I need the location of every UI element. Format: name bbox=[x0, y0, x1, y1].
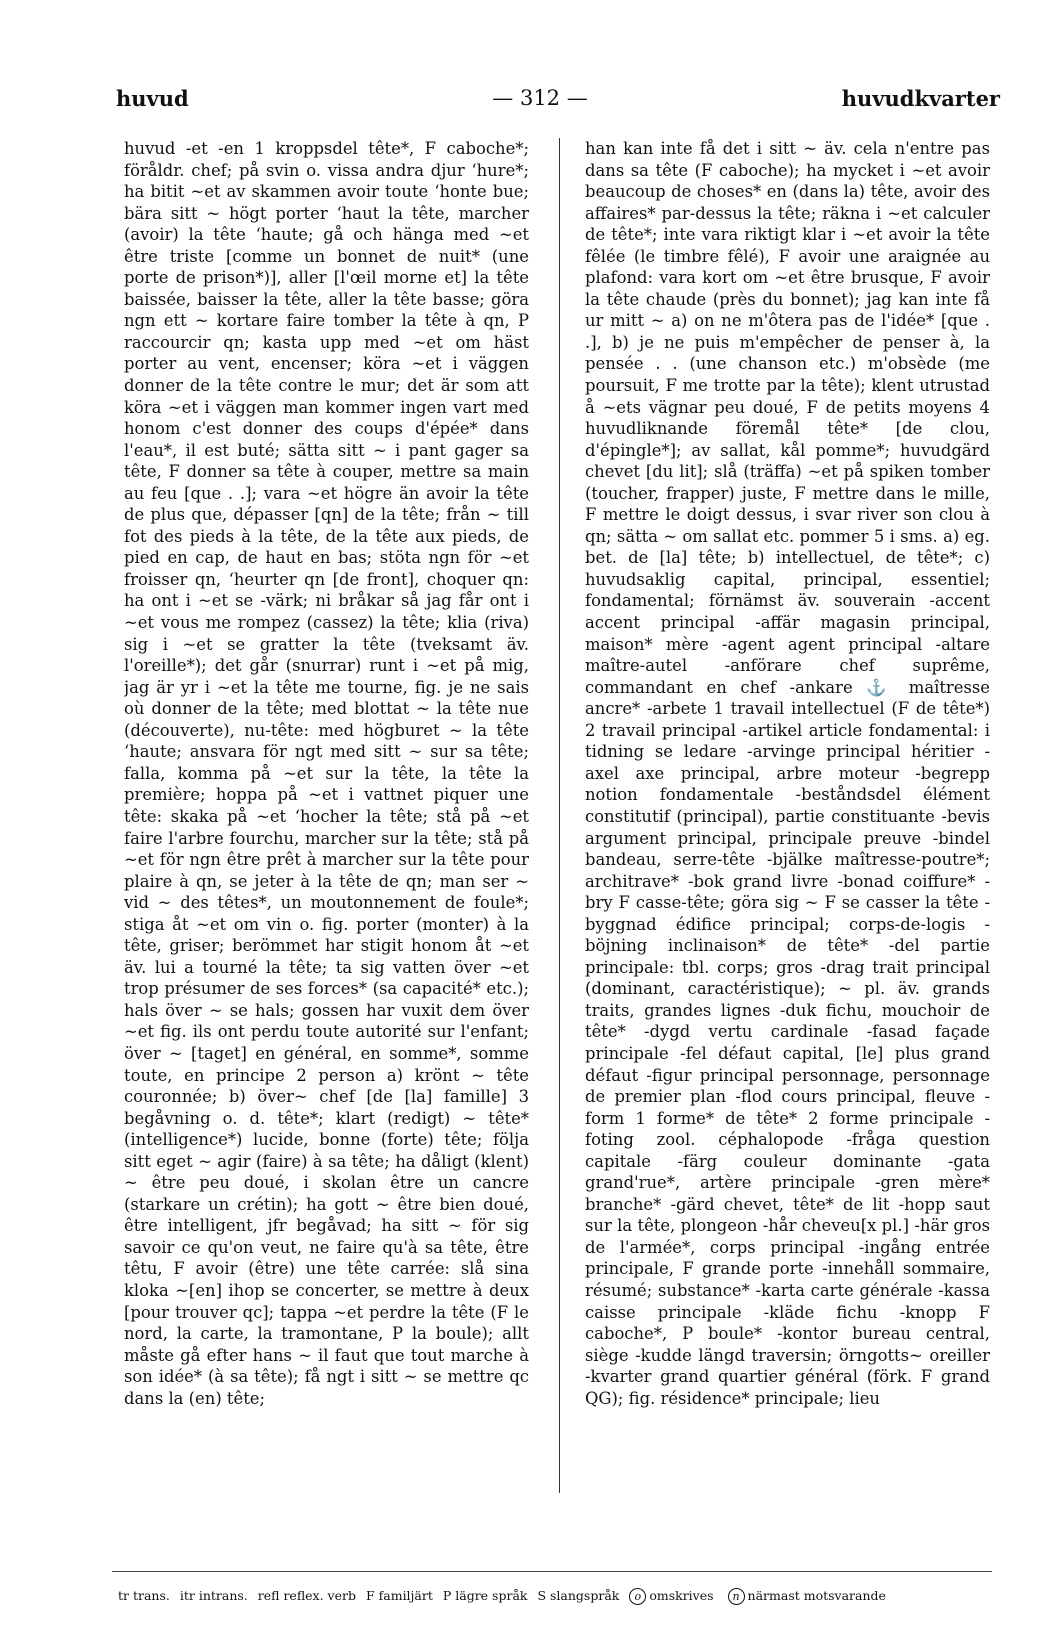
legend-narmast: närmast motsvarande bbox=[747, 1588, 886, 1603]
legend-omskrives: omskrives bbox=[649, 1588, 714, 1603]
legend-itr: itr intrans. bbox=[179, 1588, 248, 1603]
entry-column-right: han kan inte få det i sitt ~ äv. cela n'entre pas dans sa tête (F caboche); ha mycket i ~et avoir beaucoup de choses* en (dans la) tête, avoir des affaires* par-dessus la tête; räkna i ~et calculer de tête*; inte vara riktigt klar i ~et avoir la tête fêlée (le timbre fêlé), F avoir une araignée au plafond: vara kort om ~et être brusque, F avoir la tête chaude (près du bonnet); jag kan inte få ur mitt ~ a) on ne m'ôtera pas de l'idée* [que . .], b) je ne puis m'empêcher de penser à, la pensée . . (une chanson etc.) m'obsède (me poursuit, F me trotte par la tête); klent utrustad å ~ets vägnar peu doué, F de petits moyens 4 huvudliknande föremål tête* [de clou, d'épingle*]; av sallat, kål pomme*; huvudgärd chevet [du lit]; slå (träffa) ~et på spiken tomber (toucher, frapper) juste, F mettre dans le mille, F mettre le doigt dessus, i svar river son clou à qn; sätta ~ om sallat etc. pommer 5 i sms. a) eg. bet. de [la] tête; b) intellectuel, de tête*; c) huvudsaklig capital, principal, essentiel; fondamental; förnämst äv. souverain -accent accent principal -affär magasin principal, maison* mère -agent agent principal -altare maître-autel -anförare chef suprême, commandant en chef -ankare ⚓ maîtresse ancre* -arbete 1 travail intellectuel (F de tête*) 2 travail principal -artikel article fondamental: i tidning se ledare -arvinge principal héritier -axel axe principal, arbre moteur -begrepp notion fondamentale -beståndsdel élément constitutif (principal), partie constituante -bevis argument principal, principale preuve -bindel bandeau, serre-tête -bjälke maîtresse-poutre*; architrave* -bok grand livre -bonad coiffure* -bry F casse-tête; göra sig ~ F se casser la tête -byggnad édifice principal; corps-de-logis -böjning inclinaison* de tête* -del partie principale: tbl. corps; gros -drag trait principal (dominant, caractéristique); ~ pl. äv. grands traits, grandes lignes -duk fichu, mouchoir de tête* -dygd vertu cardinale -fasad façade principale -fel défaut capital, [le] plus grand défaut -figur principal personnage, personnage de premier plan -flod cours principal, fleuve -form 1 forme* de tête* 2 forme principale -foting zool. céphalopode -fråga question capitale -färg couleur dominante -gata grand'rue*, artère principale -gren mère* branche* -gärd chevet, tête* de lit -hopp saut sur la tête, plongeon -hår cheveu[x pl.] -här gros de l'armée*, corps principal -ingång entrée principale, F grande porte -innehåll sommaire, résumé; substance* -karta carte générale -kassa caisse principale -kläde fichu -knopp F caboche*, P boule* -kontor bureau central, siège -kudde längd traversin; örngotts~ oreiller -kvarter grand quartier général (förk. F grand QG); fig. résidence* principale; lieu bbox=[585, 139, 990, 1408]
circle-o-symbol: o bbox=[629, 1588, 646, 1605]
legend-refl: refl reflex. verb bbox=[257, 1588, 356, 1603]
legend-f: F familjärt bbox=[365, 1588, 433, 1603]
running-head-left: huvud bbox=[116, 86, 189, 111]
circle-n-symbol: n bbox=[728, 1588, 745, 1605]
legend-tr: tr trans. bbox=[118, 1588, 170, 1603]
legend-s: S slangspråk bbox=[537, 1588, 620, 1603]
abbreviation-legend bbox=[118, 1588, 998, 1605]
page-number: — 312 — bbox=[492, 86, 588, 110]
running-head-right: huvudkvarter bbox=[841, 86, 1000, 111]
column-divider bbox=[559, 138, 560, 1493]
legend-p: P lägre språk bbox=[442, 1588, 528, 1603]
entry-column-left: huvud -et -en 1 kroppsdel tête*, F caboche*; föråldr. chef; på svin o. vissa andra djur ‘hure*; ha bitit ~et av skammen avoir toute ‘honte bue; bära sitt ~ högt porter ‘haut la tête, marcher (avoir) la tête ‘haute; gå och hänga med ~et être triste [comme un bonnet de nuit* (une porte de prison*)], aller [l'œil morne et] la tête baissée, baisser la tête, aller la tête basse; göra ngn ett ~ kortare faire tomber la tête à qn, P raccourcir qn; kasta upp med ~et om häst porter au vent, encenser; köra ~et i väggen donner de la tête contre le mur; det är som att köra ~et i väggen man kommer ingen vart med honom c'est donner des coups d'épée* dans l'eau*, il est buté; sätta sitt ~ i pant gager sa tête, F donner sa tête à couper, mettre sa main au feu [que . .]; vara ~et högre än avoir la tête de plus que, dépasser [qn] de la tête; från ~ till fot des pieds à la tête, de la tête aux pieds, de pied en cap, de haut en bas; stöta ngn för ~et froisser qn, ‘heurter qn [de front], choquer qn: ha ont i ~et se -värk; ni bråkar så jag får ont i ~et vous me rompez (cassez) la tête; klia (riva) sig i ~et se gratter la tête (tveksamt äv. l'oreille*); det går (snurrar) runt i ~et på mig, jag är yr i ~et la tête me tourne, fig. je ne sais où donner de la tête; med blottat ~ la tête nue (découverte), nu-tête: med högburet ~ la tête ‘haute; ansvara för ngt med sitt ~ sur sa tête; falla, komma på ~et sur la tête, la tête la première; hoppa på ~et i vattnet piquer une tête: skaka på ~et ‘hocher la tête; stå på ~et faire l'arbre fourchu, marcher sur la tête; stå på ~et för ngn être prêt à marcher sur la tête pour plaire à qn, se jeter à la tête de qn; man ser ~ vid ~ des têtes*, un moutonnement de foule*; stiga åt ~et om vin o. fig. porter (monter) à la tête, griser; berömmet har stigit honom åt ~et äv. lui a tourné la tête; ta sig vatten över ~et trop présumer de ses forces* (sa capacité* etc.); hals över ~ se hals; gossen har vuxit dem över ~et fig. ils ont perdu toute autorité sur l'enfant; över ~ [taget] en général, en somme*, somme toute, en principe 2 person a) krönt ~ tête couronnée; b) över~ chef [de [la] famille] 3 begåvning o. d. tête*; klart (redigt) ~ tête* (intelligence*) lucide, bonne (forte) tête; följa sitt eget ~ agir (faire) à sa tête; ha dåligt (klent) ~ être peu doué, i skolan être un cancre (starkare un crétin); ha gott ~ être bien doué, être intelligent, jfr begåvad; ha sitt ~ för sig savoir ce qu'on veut, ne faire qu'à sa tête, être têtu, F avoir (être) une tête carrée: slå sina kloka ~[en] ihop se concerter, se mettre à deux [pour trouver qc]; tappa ~et perdre la tête (F le nord, la carte, la tramontane, P la boule); allt måste gå efter hans ~ il faut que tout marche à son idée* (à sa tête); få ngt i sitt ~ se mettre qc dans la (en) tête; bbox=[124, 139, 529, 1408]
footer-rule bbox=[112, 1571, 992, 1572]
